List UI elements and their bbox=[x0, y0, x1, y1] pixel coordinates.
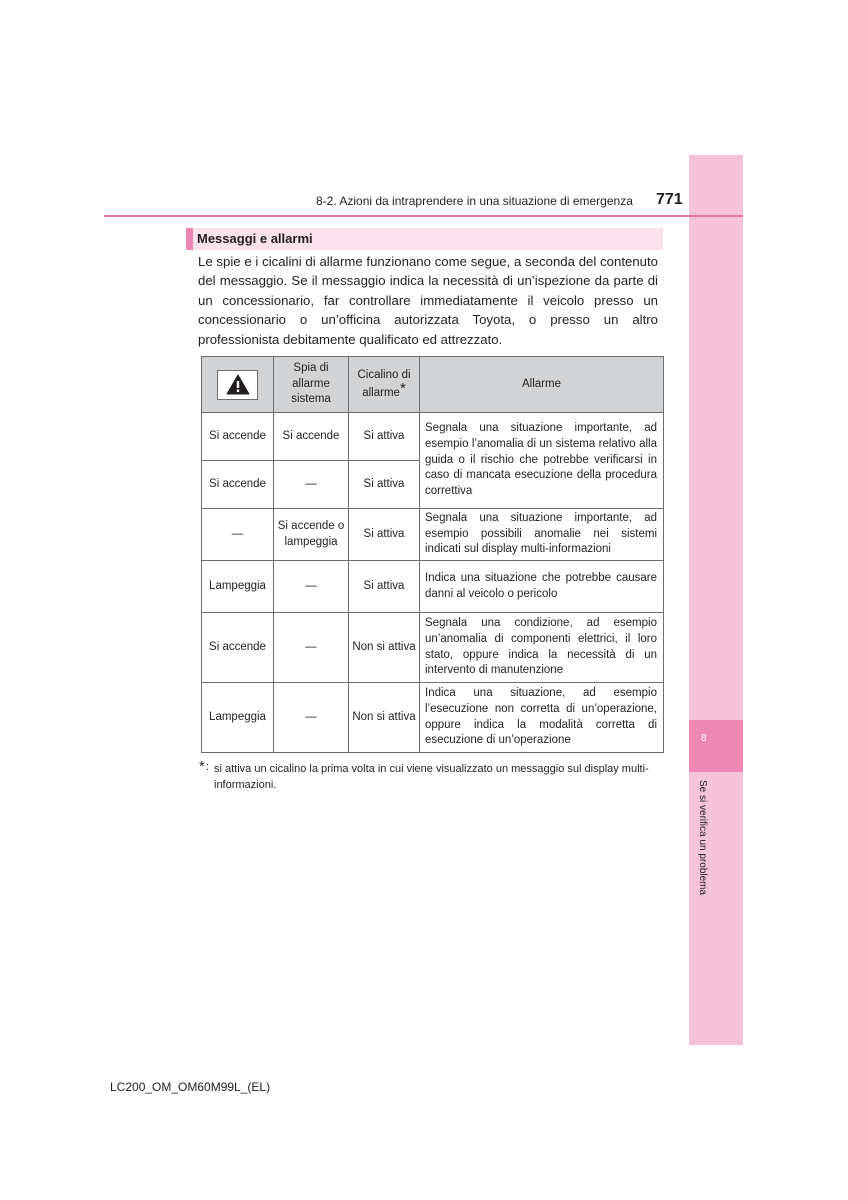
alarm-cell: Segnala una situazione importante, ad esempio possibili anomalie nei sistemi indicati sul display multi-informazioni bbox=[420, 509, 664, 561]
table-row bbox=[202, 413, 664, 461]
buzzer-header-label: Cicalino di allarme bbox=[357, 369, 411, 399]
footnote-text: si attiva un cicalino la prima volta in cui viene visualizzato un messaggio sul display multi-informazioni. bbox=[214, 763, 649, 791]
system-cell: — bbox=[274, 613, 349, 683]
alarm-cell: Segnala una condizione, ad esempio un’anomalia di componenti elettrici, il loro stato, oppure indica la necessità di un intervento di manutenzione bbox=[420, 613, 664, 683]
document-code: LC200_OM_OM60M99L_(EL) bbox=[110, 1080, 271, 1094]
section-header: 8-2. Azioni da intraprendere in una situazione di emergenza bbox=[316, 194, 633, 208]
master-cell: Si accende bbox=[202, 413, 274, 461]
alarm-header: Allarme bbox=[420, 357, 664, 413]
buzzer-cell: Si attiva bbox=[349, 461, 420, 509]
header-rule bbox=[104, 215, 743, 217]
buzzer-header bbox=[349, 357, 420, 413]
chapter-title: Se si verifica un problema bbox=[697, 780, 708, 896]
table-header-row bbox=[202, 357, 664, 413]
warning-triangle-icon bbox=[217, 370, 258, 400]
master-cell: Si accende bbox=[202, 613, 274, 683]
system-cell: — bbox=[274, 683, 349, 753]
buzzer-cell: Si attiva bbox=[349, 413, 420, 461]
footnote-mark: * bbox=[199, 758, 205, 775]
page-number: 771 bbox=[656, 191, 683, 208]
buzzer-cell: Non si attiva bbox=[349, 613, 420, 683]
section-title-bar bbox=[186, 228, 663, 250]
alarm-cell: Indica una situazione, ad esempio l’esecuzione non corretta di un’operazione, oppure indica la modalità corretta di esecuzione di un’operazione bbox=[420, 683, 664, 753]
side-tab bbox=[689, 155, 743, 1045]
master-cell: Lampeggia bbox=[202, 683, 274, 753]
chapter-tab bbox=[689, 720, 743, 772]
system-cell: — bbox=[274, 461, 349, 509]
system-light-header: Spia di allarme sistema bbox=[274, 357, 349, 413]
section-accent bbox=[186, 228, 193, 250]
table-row bbox=[202, 683, 664, 753]
table-row bbox=[202, 561, 664, 613]
buzzer-cell: Non si attiva bbox=[349, 683, 420, 753]
buzzer-cell: Si attiva bbox=[349, 509, 420, 561]
master-warning-header bbox=[202, 357, 274, 413]
alarm-cell: Indica una situazione che potrebbe causare danni al veicolo o pericolo bbox=[420, 561, 664, 613]
chapter-number: 8 bbox=[701, 733, 707, 744]
buzzer-cell: Si attiva bbox=[349, 561, 420, 613]
alarm-cell: Segnala una situazione importante, ad esempio l’anomalia di un sistema relativo alla guida o il rischio che potrebbe verificarsi in caso di mancata esecuzione della procedura correttiva bbox=[420, 413, 664, 509]
buzzer-footnote-mark: * bbox=[399, 379, 406, 397]
warning-table bbox=[201, 356, 664, 753]
master-cell: — bbox=[202, 509, 274, 561]
system-cell: — bbox=[274, 561, 349, 613]
intro-paragraph: Le spie e i cicalini di allarme funzionano come segue, a seconda del contenuto del messaggio. Se il messaggio indica la necessità di un’ispezione da parte di un concessionario, far controllare immediatamente il veicolo presso un concessionario o un’officina autorizzata Toyota, o presso un altro professionista debitamente qualificato ed attrezzato. bbox=[198, 254, 658, 347]
master-cell: Si accende bbox=[202, 461, 274, 509]
system-cell: Si accende bbox=[274, 413, 349, 461]
system-cell: Si accende o lampeggia bbox=[274, 509, 349, 561]
table-row bbox=[202, 613, 664, 683]
section-title: Messaggi e allarmi bbox=[197, 231, 313, 246]
footnote-colon: : bbox=[206, 761, 210, 773]
table-row bbox=[202, 509, 664, 561]
master-cell: Lampeggia bbox=[202, 561, 274, 613]
